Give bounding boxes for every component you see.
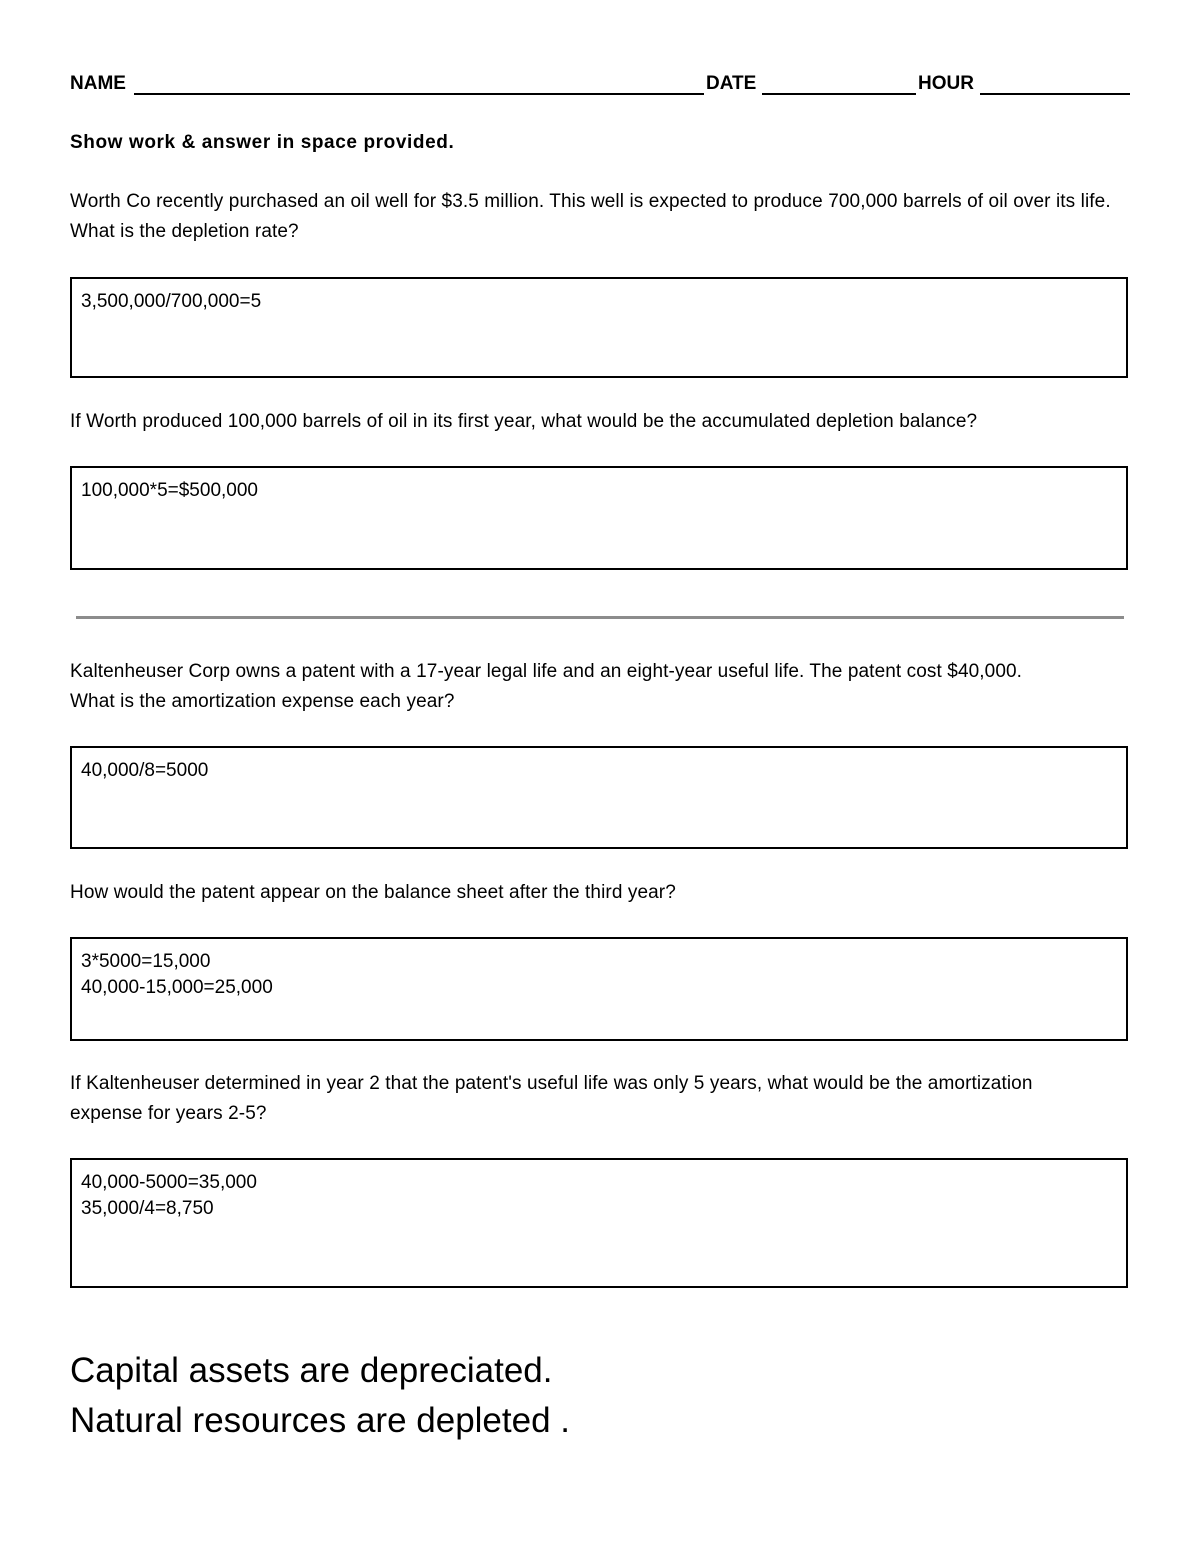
date-label: DATE bbox=[706, 73, 757, 94]
hour-blank-line[interactable] bbox=[980, 93, 1130, 95]
question-3: Kaltenheuser Corp owns a patent with a 17-year legal life and an eight-year useful life. The patent cost $40,000. What is the amortization expense each year? bbox=[70, 661, 1023, 712]
answer-box-1[interactable] bbox=[70, 277, 1128, 378]
answer-line: 40,000-5000=35,000 bbox=[81, 1172, 257, 1193]
answer-line: 35,000/4=8,750 bbox=[81, 1198, 214, 1219]
note-depleted: Natural resources are depleted . bbox=[70, 1401, 570, 1440]
answer-box-4[interactable] bbox=[70, 937, 1128, 1041]
answer-line: 40,000-15,000=25,000 bbox=[81, 977, 273, 998]
question-1: Worth Co recently purchased an oil well for $3.5 million. This well is expected to produce 700,000 barrels of oil over its life. What is the depletion rate? bbox=[70, 191, 1111, 242]
date-blank-line[interactable] bbox=[762, 93, 916, 95]
answer-line: 3,500,000/700,000=5 bbox=[81, 291, 262, 312]
question-2: If Worth produced 100,000 barrels of oil in its first year, what would be the accumulated depletion balance? bbox=[70, 411, 978, 432]
note-depreciated: Capital assets are depreciated. bbox=[70, 1351, 553, 1390]
hour-label: HOUR bbox=[918, 73, 974, 94]
name-label: NAME bbox=[70, 73, 126, 94]
answer-box-2[interactable] bbox=[70, 466, 1128, 570]
question-4: How would the patent appear on the balance sheet after the third year? bbox=[70, 882, 676, 903]
section-divider bbox=[76, 616, 1124, 619]
name-blank-line[interactable] bbox=[134, 93, 704, 95]
answer-line: 40,000/8=5000 bbox=[81, 760, 209, 781]
answer-line: 100,000*5=$500,000 bbox=[81, 480, 258, 501]
question-5: If Kaltenheuser determined in year 2 that the patent's useful life was only 5 years, what would be the amortization expense for years 2-5? bbox=[70, 1073, 1033, 1124]
instructions: Show work & answer in space provided. bbox=[70, 132, 455, 153]
answer-line: 3*5000=15,000 bbox=[81, 951, 211, 972]
answer-box-5[interactable] bbox=[70, 1158, 1128, 1288]
header-row bbox=[70, 72, 1130, 98]
answer-box-3[interactable] bbox=[70, 746, 1128, 849]
